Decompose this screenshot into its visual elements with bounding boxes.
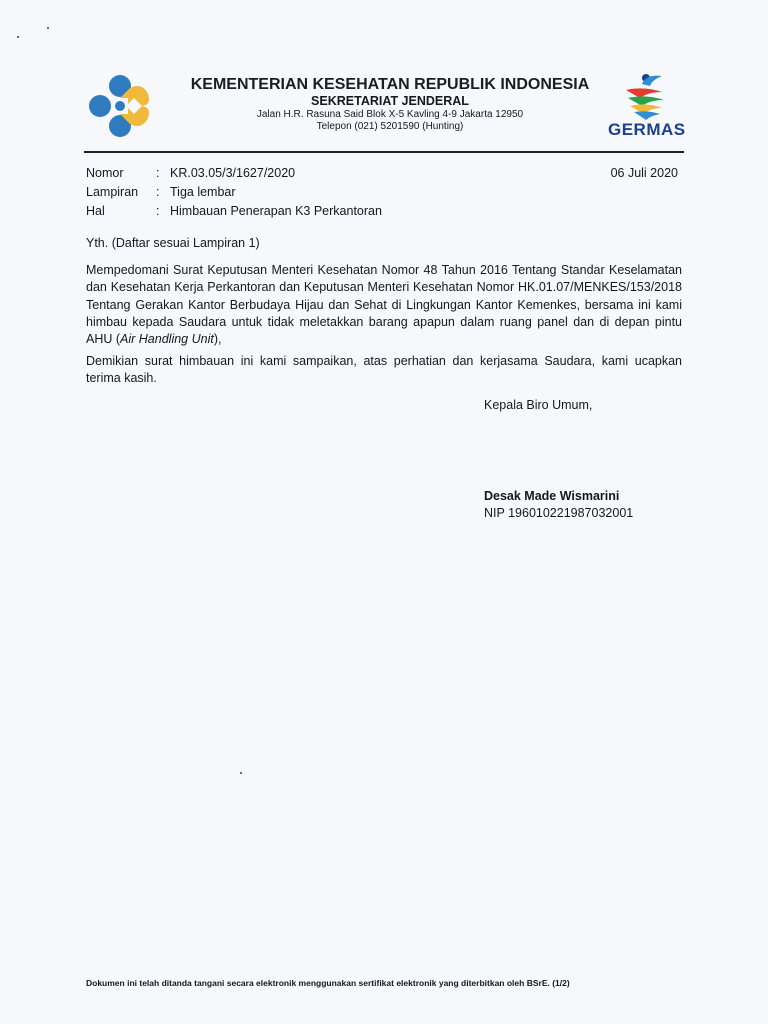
hal-label: Hal — [86, 204, 105, 218]
lampiran-value: Tiga lembar — [170, 185, 236, 199]
nomor-colon: : — [156, 166, 160, 180]
hal-colon: : — [156, 204, 160, 218]
nomor-label: Nomor — [86, 166, 124, 180]
signatory-name: Desak Made Wismarini — [484, 489, 620, 503]
germas-logo-icon — [604, 72, 684, 140]
signatory-position: Kepala Biro Umum, — [484, 398, 593, 412]
footer-note: Dokumen ini telah ditanda tangani secara elektronik menggunakan sertifikat elektronik yang diterbitkan oleh BSrE. (1/2) — [86, 978, 570, 988]
secretariat-title: SEKRETARIAT JENDERAL — [311, 94, 469, 108]
ministry-title: KEMENTERIAN KESEHATAN REPUBLIK INDONESIA — [190, 76, 590, 93]
nomor-value: KR.03.05/3/1627/2020 — [170, 166, 296, 180]
letter-date: 06 Juli 2020 — [610, 166, 678, 180]
scan-speck — [17, 36, 19, 38]
paragraph-1-italic: Air Handling Unit — [120, 332, 214, 347]
salutation: Yth. (Daftar sesuai Lampiran 1) — [86, 236, 260, 250]
paragraph-1-text: Mempedomani Surat Keputusan Menteri Kesehatan Nomor 48 Tahun 2016 Tentang Standar Keselamatan dan Kesehatan Kerja Perkantoran dan Keputusan Menteri Kesehatan Nomor HK.01.07/MENKES/153/2018 Tentang Gerakan Kantor Berbudaya Hijau dan Sehat di Lingkungan Kantor Kemenkes, bersama ini kami himbau kepada Saudara untuk tidak meletakkan barang apapun dalam ruang panel dan di depan pintu AHU ( — [86, 263, 682, 347]
paragraph-1 — [86, 262, 682, 348]
address-line: Jalan H.R. Rasuna Said Blok X-5 Kavling 4-9 Jakarta 12950 — [256, 109, 524, 120]
paragraph-2: Demikian surat himbauan ini kami sampaikan, atas perhatian dan kerjasama Saudara, kami ucapkan terima kasih. — [86, 354, 682, 386]
scan-speck — [47, 27, 49, 29]
germas-logo-text: GERMAS — [608, 120, 686, 139]
hal-value: Himbauan Penerapan K3 Perkantoran — [170, 204, 382, 218]
lampiran-label: Lampiran — [86, 185, 139, 199]
header-divider — [84, 151, 684, 153]
signatory-nip: NIP 196010221987032001 — [484, 506, 634, 520]
paragraph-1-end: ), — [213, 332, 222, 347]
phone-line: Telepon (021) 5201590 (Hunting) — [316, 121, 464, 132]
lampiran-colon: : — [156, 185, 160, 199]
scan-speck — [240, 772, 242, 774]
kemenkes-logo-icon — [86, 72, 154, 140]
